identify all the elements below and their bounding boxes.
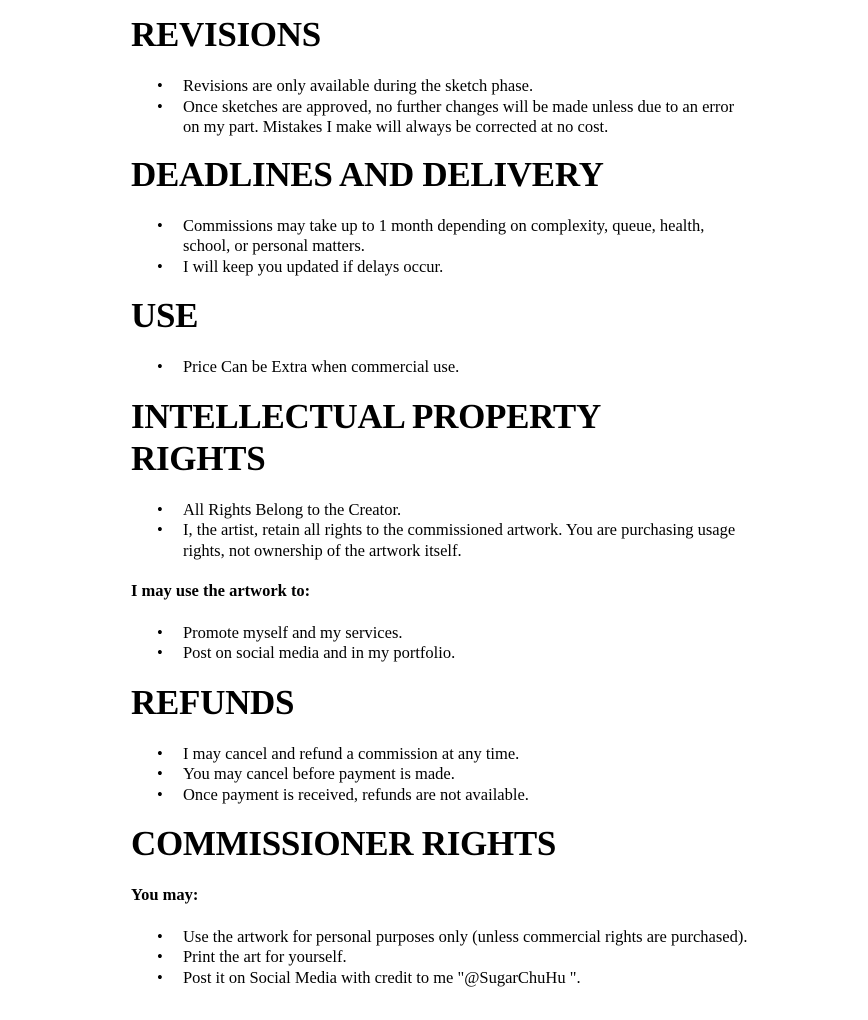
heading-revisions: REVISIONS bbox=[131, 15, 321, 54]
list-item bbox=[131, 927, 751, 948]
list-item-text: Once payment is received, refunds are not available. bbox=[183, 784, 529, 804]
bullet-icon: • bbox=[157, 784, 163, 804]
heading-commissioner-rights: COMMISSIONER RIGHTS bbox=[131, 824, 557, 863]
bullet-icon: • bbox=[157, 622, 163, 642]
ip-rights-list bbox=[131, 500, 751, 562]
section-use bbox=[131, 295, 751, 378]
artist-uses-list bbox=[131, 623, 751, 664]
heading-ip-rights-line1: INTELLECTUAL PROPERTY bbox=[131, 396, 601, 436]
list-item-text: Commissions may take up to 1 month depending on complexity, queue, health, school, or personal matters. bbox=[183, 215, 705, 255]
list-item bbox=[131, 968, 751, 989]
section-refunds bbox=[131, 682, 751, 806]
heading-ip-rights bbox=[131, 396, 751, 480]
list-item-text: I will keep you updated if delays occur. bbox=[183, 256, 444, 276]
list-item-text: Once sketches are approved, no further changes will be made unless due to an error on my part. Mistakes I make will always be corrected at no cost. bbox=[183, 96, 735, 136]
list-item bbox=[131, 500, 751, 521]
list-item bbox=[131, 520, 751, 561]
refunds-list bbox=[131, 744, 751, 806]
bullet-icon: • bbox=[157, 643, 163, 662]
heading-deadlines: DEADLINES AND DELIVERY bbox=[131, 154, 604, 194]
list-item bbox=[131, 216, 751, 257]
list-item bbox=[131, 744, 751, 765]
bullet-icon: • bbox=[157, 256, 163, 276]
list-item-text: Print the art for yourself. bbox=[183, 947, 347, 966]
list-item bbox=[131, 623, 751, 644]
document-body bbox=[131, 0, 751, 988]
heading-ip-rights-line2: RIGHTS bbox=[131, 438, 266, 478]
list-item-text: I may cancel and refund a commission at any time. bbox=[183, 743, 520, 763]
bullet-icon: • bbox=[157, 947, 163, 966]
list-item-text: Revisions are only available during the sketch phase. bbox=[183, 76, 534, 95]
bullet-icon: • bbox=[157, 764, 163, 783]
use-list bbox=[131, 357, 751, 378]
bullet-icon: • bbox=[157, 926, 163, 946]
heading-refunds: REFUNDS bbox=[131, 682, 295, 722]
commissioner-rights-list bbox=[131, 927, 751, 989]
list-item bbox=[131, 97, 751, 138]
list-item bbox=[131, 76, 751, 97]
bullet-icon: • bbox=[157, 96, 163, 116]
bullet-icon: • bbox=[157, 967, 163, 987]
heading-use: USE bbox=[131, 296, 199, 335]
list-item-text: All Rights Belong to the Creator. bbox=[183, 499, 402, 519]
section-commissioner-rights bbox=[131, 823, 751, 988]
list-item-text: Promote myself and my services. bbox=[183, 622, 403, 642]
list-item bbox=[131, 357, 751, 378]
list-item bbox=[131, 257, 751, 278]
list-item-text: I, the artist, retain all rights to the commissioned artwork. You are purchasing usage rights, not ownership of the artwork itself. bbox=[183, 520, 736, 560]
list-item bbox=[131, 764, 751, 785]
subheading-you-may: You may: bbox=[131, 885, 199, 904]
bullet-icon: • bbox=[157, 520, 163, 539]
bullet-icon: • bbox=[157, 357, 163, 376]
list-item-text: Use the artwork for personal purposes only (unless commercial rights are purchased). bbox=[183, 926, 748, 946]
section-ip-rights bbox=[131, 396, 751, 664]
list-item-text: Post on social media and in my portfolio. bbox=[183, 643, 456, 662]
list-item bbox=[131, 947, 751, 968]
revisions-list bbox=[131, 76, 751, 138]
deadlines-list bbox=[131, 216, 751, 278]
section-deadlines bbox=[131, 154, 751, 278]
list-item-text: You may cancel before payment is made. bbox=[183, 764, 455, 783]
list-item-text: Post it on Social Media with credit to me "@SugarChuHu ". bbox=[183, 967, 581, 987]
list-item-text: Price Can be Extra when commercial use. bbox=[183, 357, 460, 376]
list-item bbox=[131, 785, 751, 806]
bullet-icon: • bbox=[157, 76, 163, 95]
section-revisions bbox=[131, 14, 751, 138]
bullet-icon: • bbox=[157, 499, 163, 519]
bullet-icon: • bbox=[157, 743, 163, 763]
bullet-icon: • bbox=[157, 215, 163, 235]
subheading-artist-uses: I may use the artwork to: bbox=[131, 581, 311, 600]
list-item bbox=[131, 643, 751, 664]
